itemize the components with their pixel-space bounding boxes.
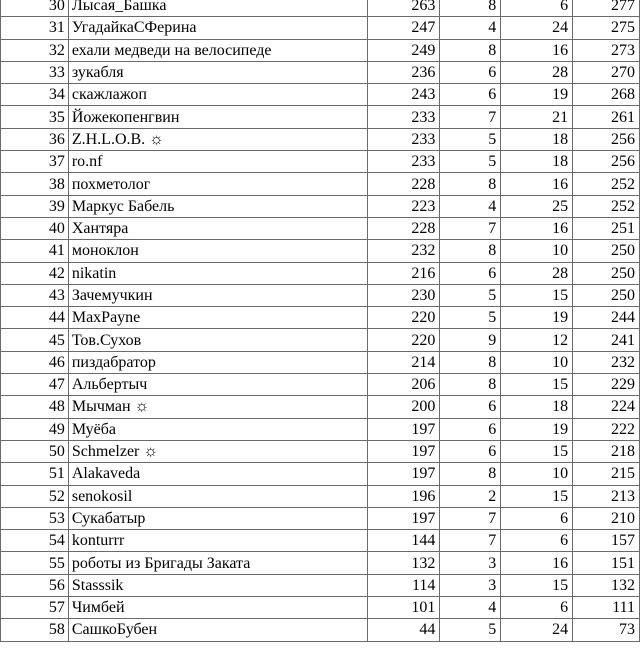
team-name-cell: пиздабратор xyxy=(68,351,367,373)
rank-cell: 44 xyxy=(1,307,69,329)
total-cell: 250 xyxy=(573,262,640,284)
score-cell: 228 xyxy=(367,217,440,239)
rank-cell: 46 xyxy=(1,351,69,373)
value-cell: 24 xyxy=(501,619,573,641)
table-row xyxy=(1,284,640,306)
value-cell: 16 xyxy=(501,173,573,195)
team-name-cell: ro.nf xyxy=(68,151,367,173)
value-cell: 6 xyxy=(501,597,573,619)
score-cell: 236 xyxy=(367,61,440,83)
value-cell: 5 xyxy=(440,151,501,173)
score-cell: 263 xyxy=(367,0,440,17)
rank-cell: 33 xyxy=(1,61,69,83)
value-cell: 6 xyxy=(440,262,501,284)
value-cell: 8 xyxy=(440,240,501,262)
table-row xyxy=(1,329,640,351)
rank-cell: 30 xyxy=(1,0,69,17)
value-cell: 9 xyxy=(440,329,501,351)
value-cell: 8 xyxy=(440,463,501,485)
rank-cell: 41 xyxy=(1,240,69,262)
value-cell: 6 xyxy=(440,61,501,83)
score-cell: 101 xyxy=(367,597,440,619)
table-row xyxy=(1,217,640,239)
rank-cell: 50 xyxy=(1,440,69,462)
total-cell: 151 xyxy=(573,552,640,574)
value-cell: 28 xyxy=(501,61,573,83)
value-cell: 10 xyxy=(501,240,573,262)
value-cell: 16 xyxy=(501,39,573,61)
team-name-cell: konturrr xyxy=(68,530,367,552)
table-row xyxy=(1,374,640,396)
value-cell: 19 xyxy=(501,84,573,106)
team-name-cell: senokosil xyxy=(68,485,367,507)
table-row xyxy=(1,195,640,217)
value-cell: 24 xyxy=(501,17,573,39)
team-name-cell: MaxPayne xyxy=(68,307,367,329)
score-cell: 243 xyxy=(367,84,440,106)
value-cell: 7 xyxy=(440,106,501,128)
team-name-cell: Лысая_Башка xyxy=(68,0,367,17)
total-cell: 244 xyxy=(573,307,640,329)
rank-cell: 42 xyxy=(1,262,69,284)
value-cell: 6 xyxy=(501,0,573,17)
score-cell: 197 xyxy=(367,463,440,485)
team-name-cell: Маркус Бабель xyxy=(68,195,367,217)
rank-cell: 58 xyxy=(1,619,69,641)
team-name-cell: Stasssik xyxy=(68,574,367,596)
team-name-cell: Z.H.L.O.B. ☼ xyxy=(68,128,367,150)
total-cell: 213 xyxy=(573,485,640,507)
table-row xyxy=(1,128,640,150)
value-cell: 16 xyxy=(501,552,573,574)
table-row xyxy=(1,530,640,552)
rank-cell: 51 xyxy=(1,463,69,485)
team-name-cell: Мычман ☼ xyxy=(68,396,367,418)
total-cell: 268 xyxy=(573,84,640,106)
value-cell: 15 xyxy=(501,574,573,596)
rank-cell: 34 xyxy=(1,84,69,106)
rank-cell: 54 xyxy=(1,530,69,552)
rank-cell: 43 xyxy=(1,284,69,306)
rank-cell: 57 xyxy=(1,597,69,619)
score-cell: 144 xyxy=(367,530,440,552)
rank-cell: 56 xyxy=(1,574,69,596)
score-cell: 228 xyxy=(367,173,440,195)
rank-cell: 36 xyxy=(1,128,69,150)
total-cell: 132 xyxy=(573,574,640,596)
value-cell: 5 xyxy=(440,128,501,150)
team-name-cell: Хантяра xyxy=(68,217,367,239)
score-cell: 214 xyxy=(367,351,440,373)
score-cell: 233 xyxy=(367,151,440,173)
rank-cell: 35 xyxy=(1,106,69,128)
total-cell: 252 xyxy=(573,173,640,195)
table-row xyxy=(1,84,640,106)
total-cell: 241 xyxy=(573,329,640,351)
table-row xyxy=(1,619,640,641)
rank-cell: 55 xyxy=(1,552,69,574)
rank-cell: 32 xyxy=(1,39,69,61)
team-name-cell: Schmelzer ☼ xyxy=(68,440,367,462)
value-cell: 12 xyxy=(501,329,573,351)
table-row xyxy=(1,574,640,596)
score-cell: 233 xyxy=(367,128,440,150)
value-cell: 5 xyxy=(440,307,501,329)
table-row xyxy=(1,240,640,262)
value-cell: 7 xyxy=(440,217,501,239)
value-cell: 18 xyxy=(501,396,573,418)
total-cell: 261 xyxy=(573,106,640,128)
score-cell: 206 xyxy=(367,374,440,396)
value-cell: 28 xyxy=(501,262,573,284)
total-cell: 252 xyxy=(573,195,640,217)
value-cell: 6 xyxy=(501,507,573,529)
score-cell: 44 xyxy=(367,619,440,641)
rank-cell: 52 xyxy=(1,485,69,507)
value-cell: 19 xyxy=(501,418,573,440)
total-cell: 270 xyxy=(573,61,640,83)
team-name-cell: Зачемучкин xyxy=(68,284,367,306)
score-cell: 200 xyxy=(367,396,440,418)
value-cell: 19 xyxy=(501,307,573,329)
team-name-cell: Альбертыч xyxy=(68,374,367,396)
table-row xyxy=(1,39,640,61)
value-cell: 10 xyxy=(501,463,573,485)
score-cell: 197 xyxy=(367,440,440,462)
value-cell: 8 xyxy=(440,374,501,396)
value-cell: 6 xyxy=(440,84,501,106)
rank-cell: 31 xyxy=(1,17,69,39)
total-cell: 210 xyxy=(573,507,640,529)
team-name-cell: Муёба xyxy=(68,418,367,440)
score-cell: 223 xyxy=(367,195,440,217)
team-name-cell: скажлажоп xyxy=(68,84,367,106)
value-cell: 8 xyxy=(440,351,501,373)
total-cell: 273 xyxy=(573,39,640,61)
team-name-cell: ехали медведи на велосипеде xyxy=(68,39,367,61)
table-row xyxy=(1,440,640,462)
team-name-cell: роботы из Бригады Заката xyxy=(68,552,367,574)
value-cell: 10 xyxy=(501,351,573,373)
value-cell: 4 xyxy=(440,597,501,619)
value-cell: 7 xyxy=(440,507,501,529)
total-cell: 256 xyxy=(573,151,640,173)
team-name-cell: УгадайкаСФерина xyxy=(68,17,367,39)
team-name-cell: Сукабатыр xyxy=(68,507,367,529)
value-cell: 25 xyxy=(501,195,573,217)
total-cell: 218 xyxy=(573,440,640,462)
team-name-cell: похметолог xyxy=(68,173,367,195)
table-row xyxy=(1,0,640,17)
value-cell: 2 xyxy=(440,485,501,507)
value-cell: 18 xyxy=(501,151,573,173)
table-row xyxy=(1,552,640,574)
total-cell: 229 xyxy=(573,374,640,396)
table-row xyxy=(1,61,640,83)
table-row xyxy=(1,351,640,373)
value-cell: 6 xyxy=(501,530,573,552)
results-table-body xyxy=(1,0,640,641)
value-cell: 5 xyxy=(440,284,501,306)
value-cell: 4 xyxy=(440,195,501,217)
rank-cell: 39 xyxy=(1,195,69,217)
table-row xyxy=(1,485,640,507)
score-cell: 230 xyxy=(367,284,440,306)
table-row xyxy=(1,106,640,128)
table-row xyxy=(1,463,640,485)
value-cell: 15 xyxy=(501,284,573,306)
score-cell: 196 xyxy=(367,485,440,507)
table-row xyxy=(1,418,640,440)
team-name-cell: зукабля xyxy=(68,61,367,83)
rank-cell: 37 xyxy=(1,151,69,173)
value-cell: 6 xyxy=(440,440,501,462)
table-row xyxy=(1,396,640,418)
total-cell: 232 xyxy=(573,351,640,373)
score-cell: 220 xyxy=(367,307,440,329)
table-row xyxy=(1,17,640,39)
table-row xyxy=(1,307,640,329)
rank-cell: 47 xyxy=(1,374,69,396)
table-row xyxy=(1,262,640,284)
rank-cell: 38 xyxy=(1,173,69,195)
value-cell: 7 xyxy=(440,530,501,552)
score-cell: 232 xyxy=(367,240,440,262)
score-cell: 220 xyxy=(367,329,440,351)
team-name-cell: Йожекопенгвин xyxy=(68,106,367,128)
total-cell: 73 xyxy=(573,619,640,641)
value-cell: 5 xyxy=(440,619,501,641)
total-cell: 224 xyxy=(573,396,640,418)
score-cell: 197 xyxy=(367,507,440,529)
score-cell: 247 xyxy=(367,17,440,39)
value-cell: 16 xyxy=(501,217,573,239)
score-cell: 249 xyxy=(367,39,440,61)
rank-cell: 53 xyxy=(1,507,69,529)
value-cell: 15 xyxy=(501,374,573,396)
score-cell: 114 xyxy=(367,574,440,596)
total-cell: 222 xyxy=(573,418,640,440)
total-cell: 275 xyxy=(573,17,640,39)
rank-cell: 45 xyxy=(1,329,69,351)
value-cell: 4 xyxy=(440,17,501,39)
score-cell: 216 xyxy=(367,262,440,284)
score-cell: 132 xyxy=(367,552,440,574)
value-cell: 21 xyxy=(501,106,573,128)
value-cell: 6 xyxy=(440,396,501,418)
team-name-cell: Чимбей xyxy=(68,597,367,619)
total-cell: 157 xyxy=(573,530,640,552)
total-cell: 250 xyxy=(573,284,640,306)
team-name-cell: моноклон xyxy=(68,240,367,262)
total-cell: 250 xyxy=(573,240,640,262)
total-cell: 111 xyxy=(573,597,640,619)
value-cell: 15 xyxy=(501,485,573,507)
total-cell: 277 xyxy=(573,0,640,17)
total-cell: 251 xyxy=(573,217,640,239)
rank-cell: 40 xyxy=(1,217,69,239)
team-name-cell: Тов.Сухов xyxy=(68,329,367,351)
team-name-cell: nikatin xyxy=(68,262,367,284)
rank-cell: 49 xyxy=(1,418,69,440)
team-name-cell: Alakaveda xyxy=(68,463,367,485)
value-cell: 15 xyxy=(501,440,573,462)
score-cell: 197 xyxy=(367,418,440,440)
rank-cell: 48 xyxy=(1,396,69,418)
table-row xyxy=(1,597,640,619)
table-row xyxy=(1,173,640,195)
total-cell: 256 xyxy=(573,128,640,150)
team-name-cell: СашкоБубен xyxy=(68,619,367,641)
table-row xyxy=(1,507,640,529)
value-cell: 3 xyxy=(440,574,501,596)
value-cell: 8 xyxy=(440,39,501,61)
value-cell: 3 xyxy=(440,552,501,574)
score-cell: 233 xyxy=(367,106,440,128)
value-cell: 18 xyxy=(501,128,573,150)
table-row xyxy=(1,151,640,173)
total-cell: 215 xyxy=(573,463,640,485)
value-cell: 6 xyxy=(440,418,501,440)
value-cell: 8 xyxy=(440,173,501,195)
value-cell: 8 xyxy=(440,0,501,17)
